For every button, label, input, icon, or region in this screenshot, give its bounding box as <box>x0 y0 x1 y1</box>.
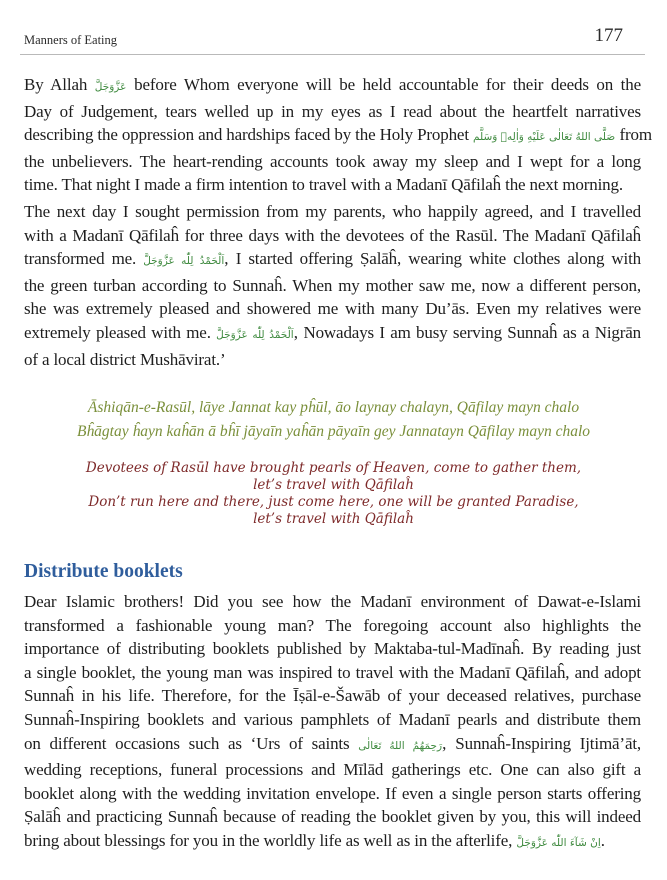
text-line: Ṣalāĥ and practicing Sunnaĥ because of reading the booklet given by you, this will indeed <box>24 807 641 827</box>
text-line: Sunnaĥ-Inspiring booklets and various pamphlets of Madanī pearls and distribute them <box>24 709 641 729</box>
text-line: with a Madanī Qāfilaĥ for three days with the devotees of the Rasūl. The Madanī Qāfilaĥ <box>24 225 641 245</box>
arabic-honorific: اَلْحَمْدُ لِلّٰه عَزَّوَجَلَّ <box>216 328 294 341</box>
arabic-honorific: اِنْ شَآءَ اللّٰه عَزَّوَجَلَّ <box>516 836 601 849</box>
page-number: 177 <box>594 25 623 46</box>
text-line: a single booklet, the young man was inspired to travel with the Madanī Qāfilaĥ, and adopt <box>24 662 641 682</box>
text-line: the unbelievers. The heart-rending accounts took away my sleep and I wept for a long <box>24 151 641 171</box>
text-line: importance of distributing booklets published by Maktaba-tul-Madīnaĥ. By reading just <box>24 639 641 659</box>
translation-line: Don’t run here and there, just come here, one will be granted Paradise, <box>88 494 579 510</box>
text-line: Sunnaĥ in his life. Therefore, for the Īṣāl-e-Šawāb of your deceased relatives, purchase <box>24 686 641 706</box>
text-line: describing the oppression and hardships faced by the Holy Prophet صَلَّى اللهُ تَعَالٰى عَلَيْهِ وَاٰلِهٖ وَسَلَّم from <box>24 125 652 145</box>
text-line: the green turban according to Sunnaĥ. When my mother saw me, now a different person, <box>24 275 641 295</box>
text-line: booklet along with the wedding invitation envelope. If even a single person starts offering <box>24 783 641 803</box>
translation-line: Devotees of Rasūl have brought pearls of Heaven, come to gather them, <box>85 460 582 476</box>
text-line: bring about blessings for you in the worldly life as well as in the afterlife, اِنْ شَآءَ اللّٰه عَزَّوَجَلَّ. <box>24 830 605 850</box>
text-line: transformed a fashionable young man? The foregoing account also highlights the <box>24 615 641 635</box>
translation-line: let’s travel with Qāfilaĥ <box>253 511 414 527</box>
text-line: time. That night I made a firm intention to travel with a Madanī Qāfilaĥ the next morning. <box>24 175 623 195</box>
section-paragraph <box>24 590 641 856</box>
text-line: wedding receptions, funeral processions and Mīlād gatherings etc. One can also gift a <box>24 760 641 780</box>
arabic-honorific: اَلْحَمْدُ لِلّٰه عَزَّوَجَلَّ <box>143 255 225 268</box>
text-line: Dear Islamic brothers! Did you see how the Madanī environment of Dawat-e-Islami <box>24 592 641 611</box>
text-line: By Allah عَزَّوَجَلَّ before Whom everyone will be held accountable for their deeds on the <box>24 75 642 94</box>
arabic-honorific: صَلَّى اللهُ تَعَالٰى عَلَيْهِ وَاٰلِهٖ وَسَلَّم <box>473 131 616 144</box>
text-line: on different occasions such as ‘Urs of saints رَحِمَهُمُ اللهُ تَعَالٰى, Sunnaĥ-Inspiring Ijtimā’āt, <box>24 733 642 753</box>
translation-line: let’s travel with Qāfilaĥ <box>253 477 414 493</box>
section-heading: Distribute booklets <box>24 561 183 582</box>
text-line: she was extremely pleased and showered me with many Du’ās. Even my relatives were <box>24 299 641 319</box>
arabic-honorific: رَحِمَهُمُ اللهُ تَعَالٰى <box>358 739 443 752</box>
running-header <box>20 24 645 55</box>
arabic-honorific: عَزَّوَجَلَّ <box>94 81 127 93</box>
text-line: of a local district Mushāvirat.’ <box>24 349 226 369</box>
running-title: Manners of Eating <box>24 33 118 47</box>
paragraph-2 <box>24 200 641 371</box>
verse-line: Āshiqān-e-Rasūl, lāye Jannat kay pĥūl, āo laynay chalayn, Qāfilay mayn chalo <box>87 399 580 416</box>
verse-line: Bĥāgtay ĥayn kaĥān ā bĥī jāyaīn yaĥān pāyaīn gey Jannatayn Qāfilay mayn chalo <box>76 423 591 440</box>
text-line: Day of Judgement, tears welled up in my eyes as I read about the heartfelt narratives <box>24 101 641 121</box>
text-line: extremely pleased with me. اَلْحَمْدُ لِلّٰه عَزَّوَجَلَّ, Nowadays I am busy serving Sunnaĥ as a Nigrān <box>24 322 642 342</box>
text-line: The next day I sought permission from my parents, who happily agreed, and I travelled <box>24 202 641 221</box>
paragraph-1 <box>24 73 652 197</box>
text-line: transformed me. اَلْحَمْدُ لِلّٰه عَزَّوَجَلَّ, I started offering Ṣalāĥ, wearing white clothes along with <box>24 249 641 269</box>
